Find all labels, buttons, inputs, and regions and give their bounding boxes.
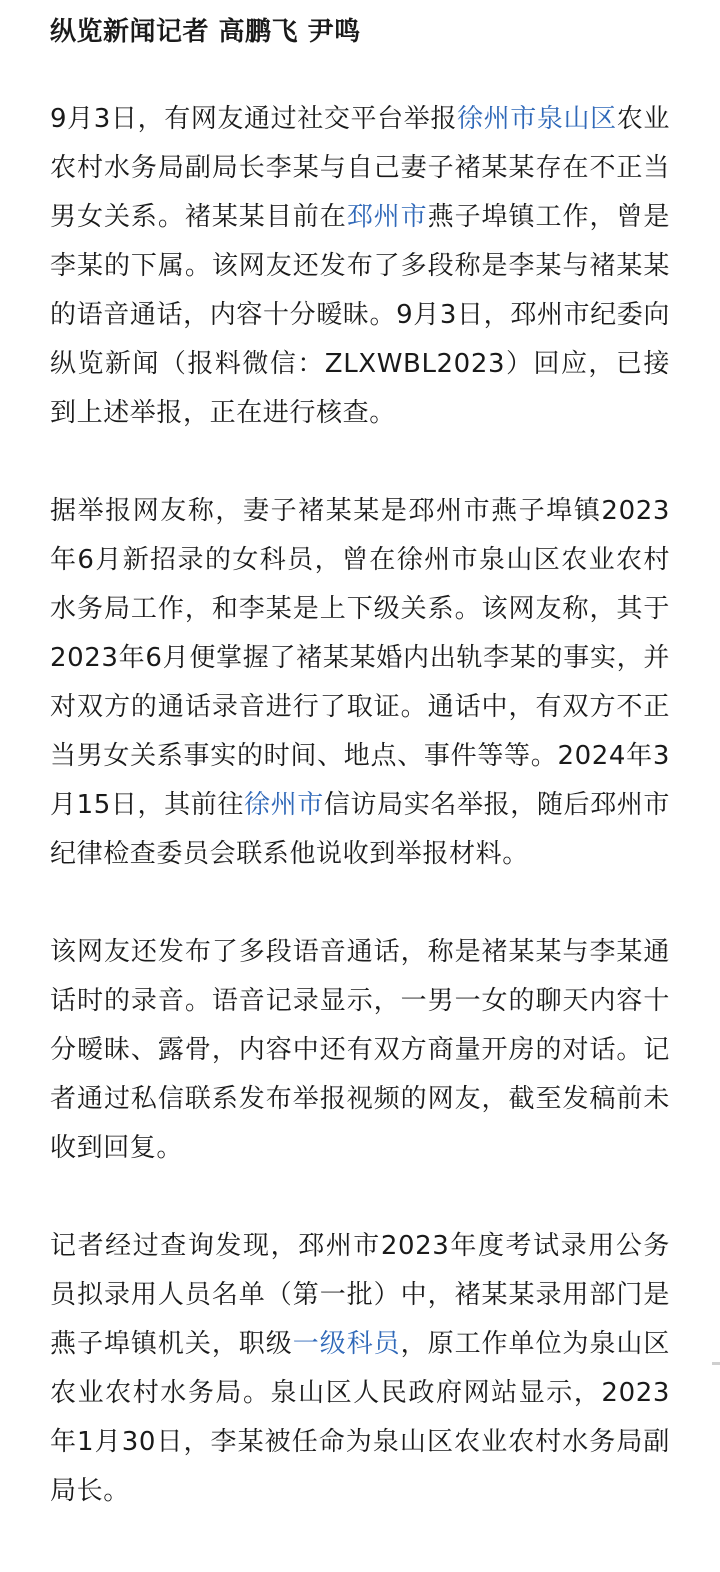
text-segment: ，原工作单位为泉山区农业农村水务局。泉山区人民政府网站显示，2023年1月30日，李某被任命为泉山区农业农村水务局副局长。 (50, 1329, 670, 1506)
text-segment: 据举报网友称，妻子褚某某是邳州市燕子埠镇2023年6月新招录的女科员，曾在徐州市泉山区农业农村水务局工作，和李某是上下级关系。该网友称，其于2023年6月便掌握了褚某某婚内出轨李某的事实，并对双方的通话录音进行了取证。通话中，有双方不正当男女关系事实的时间、地点、事件等等。2024年3月15日，其前往 (50, 496, 670, 820)
link-xuzhou-city[interactable]: 徐州市 (244, 790, 324, 820)
paragraph-3 (50, 928, 670, 1173)
text-segment: 9月3日，有网友通过社交平台举报 (50, 104, 458, 134)
text-segment: 该网友还发布了多段语音通话，称是褚某某与李某通话时的录音。语音记录显示，一男一女的聊天内容十分暧昧、露骨，内容中还有双方商量开房的对话。记者通过私信联系发布举报视频的网友，截至发稿前未收到回复。 (50, 937, 670, 1163)
article (50, 0, 670, 1516)
text-segment: 农业农村水务局副局长李某与自己妻子褚某某存在不正当男女关系。褚某某目前在 (50, 104, 671, 232)
link-quanshan-district[interactable]: 徐州市泉山区 (457, 104, 617, 134)
scroll-indicator (712, 1362, 720, 1365)
text-segment: 燕子埠镇工作，曾是李某的下属。该网友还发布了多段称是李某与褚某某的语音通话，内容十分暧昧。9月3日，邳州市纪委向纵览新闻（报料微信：ZLXWBL2023）回应，已接到上述举报，正在进行核查。 (50, 202, 670, 428)
paragraph-2 (50, 487, 670, 879)
link-pizhou-city[interactable]: 邳州市 (346, 202, 428, 232)
link-first-class-clerk[interactable]: 一级科员 (292, 1329, 401, 1359)
text-segment: 记者经过查询发现，邳州市2023年度考试录用公务员拟录用人员名单（第一批）中，褚某某录用部门是燕子埠镇机关，职级 (50, 1231, 670, 1359)
paragraph-4 (50, 1222, 670, 1516)
byline: 纵览新闻记者 高鹏飞 尹鸣 (50, 17, 361, 47)
paragraph-1 (50, 95, 670, 438)
text-segment: 信访局实名举报，随后邳州市纪律检查委员会联系他说收到举报材料。 (50, 790, 670, 869)
